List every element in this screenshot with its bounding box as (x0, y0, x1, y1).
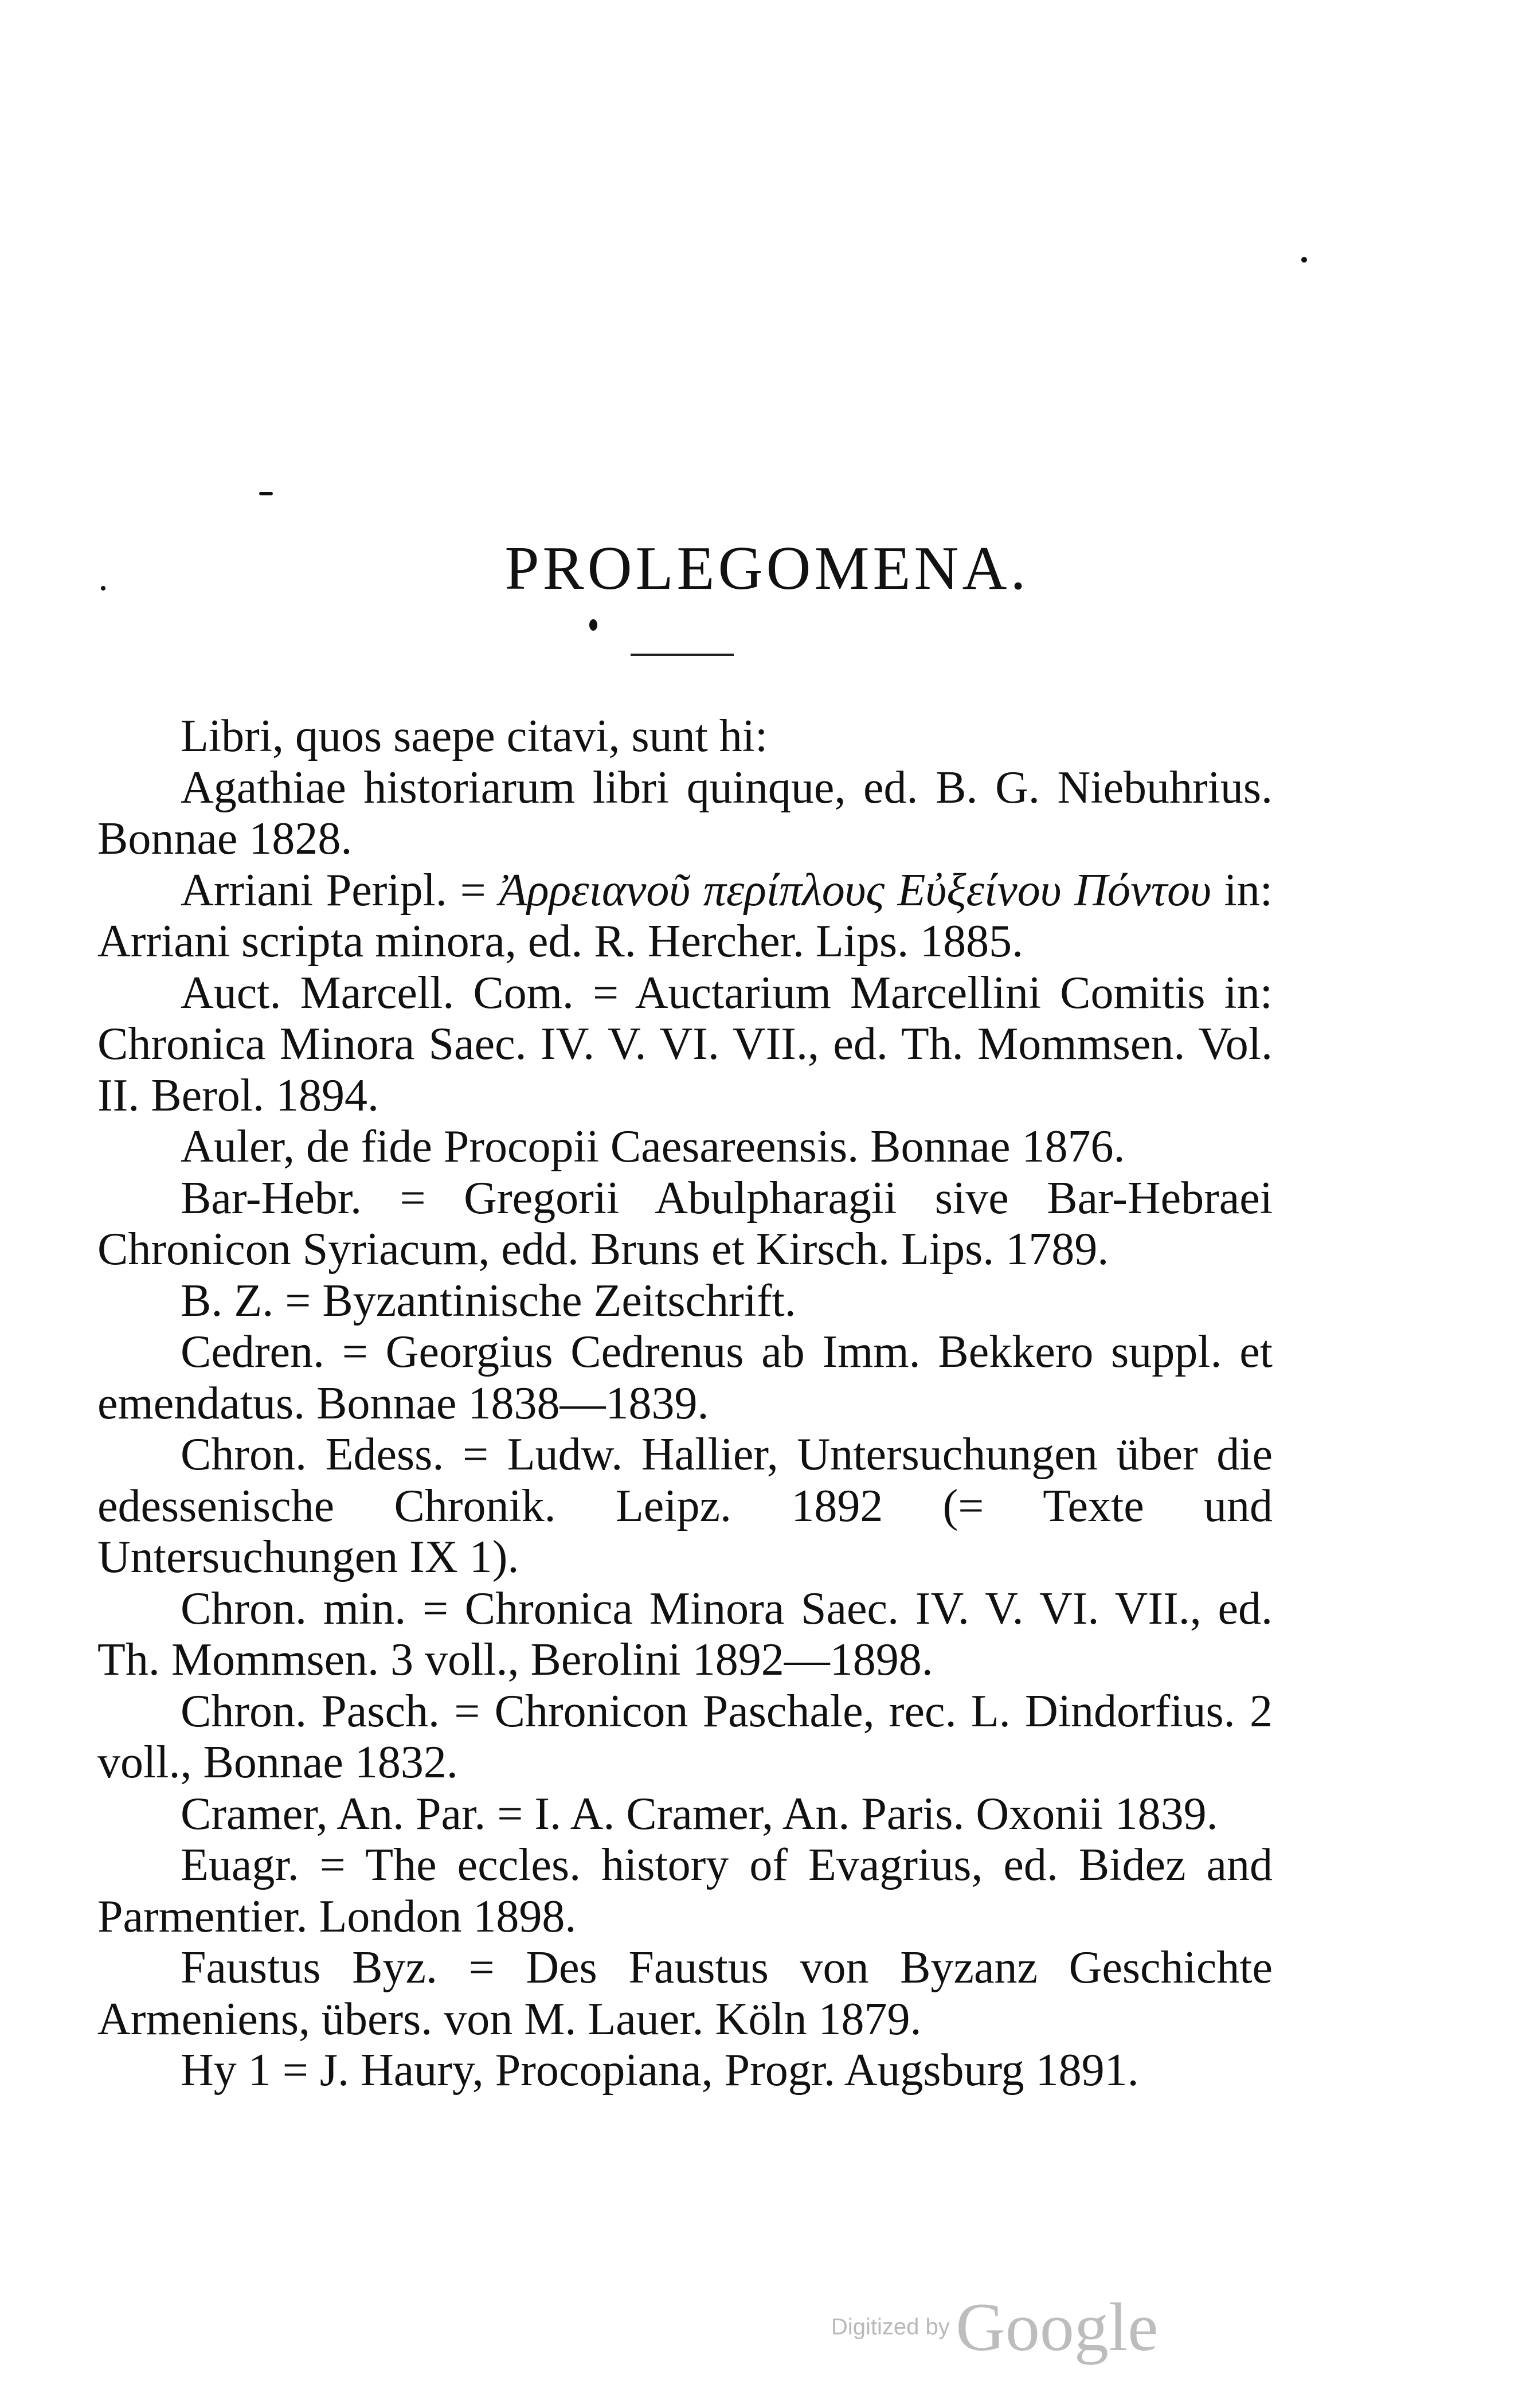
bibliography-entry-auct-marcell (97, 968, 1273, 1122)
scan-speck (259, 492, 273, 495)
title-ornament-dot (589, 619, 597, 631)
title-rule (631, 654, 734, 656)
bibliography-entry-agathiae (97, 763, 1273, 865)
bibliography (97, 711, 1273, 2097)
bibliography-entry-euagr (97, 1840, 1273, 1942)
entry-text: in: Arriani scripta minora, ed. R. Hercher. Lips. 1885. (97, 865, 1273, 967)
entry-text: Agathiae historiarum libri quinque, ed. B. G. Niebuhrius. Bonnae 1828. (97, 762, 1273, 864)
digitized-watermark (831, 2288, 1158, 2367)
bibliography-entry-chron-min (97, 1584, 1273, 1686)
bibliography-entry-chron-pasch (97, 1686, 1273, 1789)
bibliography-entry-faustus (97, 1942, 1273, 2045)
watermark-prefix: Digitized by (831, 2314, 950, 2340)
bibliography-entry-bar-hebr (97, 1173, 1273, 1276)
entry-text: Arriani Peripl. = (181, 865, 499, 916)
entry-text: B. Z. = Byzantinische Zeitschrift. (181, 1275, 796, 1326)
bibliography-entry-cramer (97, 1789, 1273, 1840)
entry-text: Chron. min. = Chronica Minora Saec. IV. V. VI. VII., ed. Th. Mommsen. 3 voll., Berolini 1892—1898. (97, 1583, 1273, 1685)
intro-line: Libri, quos saepe citavi, sunt hi: (181, 711, 768, 761)
bibliography-entry-hy1 (97, 2045, 1273, 2097)
entry-text: Cramer, An. Par. = I. A. Cramer, An. Paris. Oxonii 1839. (181, 1788, 1218, 1839)
entry-text: Cedren. = Georgius Cedrenus ab Imm. Bekkero suppl. et emendatus. Bonnae 1838—1839. (97, 1327, 1273, 1429)
entry-text: Chron. Pasch. = Chronicon Paschale, rec. L. Dindorfius. 2 voll., Bonnae 1832. (97, 1686, 1273, 1788)
entry-text: Euagr. = The eccles. history of Evagrius, ed. Bidez and Parmentier. London 1898. (97, 1840, 1273, 1942)
entry-text: Auct. Marcell. Com. = Auctarium Marcellini Comitis in: Chronica Minora Saec. IV. V. VI. VII., ed. Th. Mommsen. Vol. II. Berol. 1894. (97, 967, 1273, 1121)
bibliography-entry-cedren (97, 1327, 1273, 1429)
watermark-brand: Google (956, 2289, 1159, 2365)
bibliography-entry-chron-edess (97, 1429, 1273, 1584)
scan-speck (1301, 257, 1307, 263)
entry-text: Hy 1 = J. Haury, Procopiana, Progr. Augsburg 1891. (181, 2045, 1139, 2096)
entry-text: Faustus Byz. = Des Faustus von Byzanz Geschichte Armeniens, übers. von M. Lauer. Köln 1879. (97, 1942, 1273, 2045)
entry-text: Bar-Hebr. = Gregorii Abulpharagii sive Bar-Hebraei Chronicon Syriacum, edd. Bruns et Kirsch. Lips. 1789. (97, 1172, 1273, 1275)
page-title: PROLEGOMENA. (504, 534, 1030, 603)
bibliography-entry-arriani (97, 865, 1273, 968)
bibliography-entry-bz (97, 1276, 1273, 1327)
entry-text: Auler, de fide Procopii Caesareensis. Bonnae 1876. (181, 1121, 1125, 1172)
bibliography-entry-auler (97, 1121, 1273, 1173)
entry-greek-title: Ἀρρειανοῦ περίπλους Εὐξείνου Πόντου (499, 865, 1211, 916)
entry-text: Chron. Edess. = Ludw. Hallier, Untersuchungen über die edessenische Chronik. Leipz. 1892 (= Texte und Untersuchungen IX 1). (97, 1429, 1273, 1582)
